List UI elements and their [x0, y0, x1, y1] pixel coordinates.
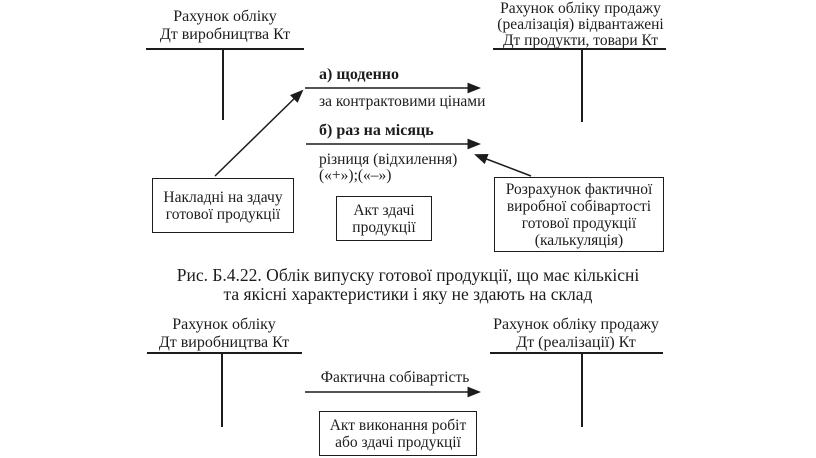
box-line: Розрахунок фактичної — [505, 180, 653, 198]
box-line: готової продукції — [165, 205, 281, 223]
arrow-from-invoice-box — [215, 91, 302, 176]
box-line: Акт виконання робіт — [329, 416, 467, 434]
account-header-line: Рахунок обліку — [173, 8, 277, 25]
flow-b-sublabel2: («+»);(«–») — [319, 167, 392, 184]
account-header-production-top — [125, 8, 325, 44]
account-header-line: Рахунок обліку продажу — [493, 316, 659, 333]
flow-actual-cost-label: Фактична собівартість — [320, 369, 470, 386]
box-line: Акт здачі — [353, 201, 415, 219]
figure-caption — [100, 266, 716, 303]
account-header-sales-top — [468, 1, 693, 49]
box-cost-calculation — [494, 177, 664, 252]
box-work-completion-act — [319, 411, 477, 456]
box-line: або здачі продукції — [335, 433, 461, 451]
account-header-line: Дт (реалізації) Кт — [516, 333, 636, 351]
flow-a-sublabel: за контрактовими цінами — [319, 93, 486, 110]
account-header-line: Рахунок обліку продажу — [500, 0, 661, 17]
box-line: (калькуляція) — [534, 231, 624, 249]
figure-caption-line: Рис. Б.4.22. Облік випуску готової продукції, що має кількісні — [176, 265, 640, 285]
account-header-production-bottom — [124, 316, 324, 351]
account-header-sales-bottom — [476, 316, 676, 351]
figure-caption-line: та якісні характеристики і яку не здають на склад — [223, 283, 593, 304]
box-delivery-invoices — [152, 178, 294, 233]
account-header-line: Рахунок обліку — [172, 316, 276, 333]
account-header-line: Дт виробництва Кт — [159, 26, 291, 43]
flow-a-label: а) щоденно — [319, 66, 400, 83]
account-header-line: Дт продукти, товари Кт — [502, 32, 659, 49]
box-line: виробної собівартості — [506, 197, 652, 215]
box-line: готової продукції — [521, 214, 637, 232]
account-header-line: (реалізація) відвантажені — [497, 16, 664, 33]
box-delivery-act — [336, 196, 432, 241]
account-header-line: Дт виробництва Кт — [158, 333, 290, 351]
flow-b-sublabel1: різниця (відхилення) — [319, 151, 458, 168]
arrow-from-calc-box — [476, 155, 531, 176]
flow-b-label: б) раз на місяць — [319, 122, 434, 139]
box-line: продукції — [352, 218, 416, 236]
box-line: Накладні на здачу — [163, 188, 283, 206]
